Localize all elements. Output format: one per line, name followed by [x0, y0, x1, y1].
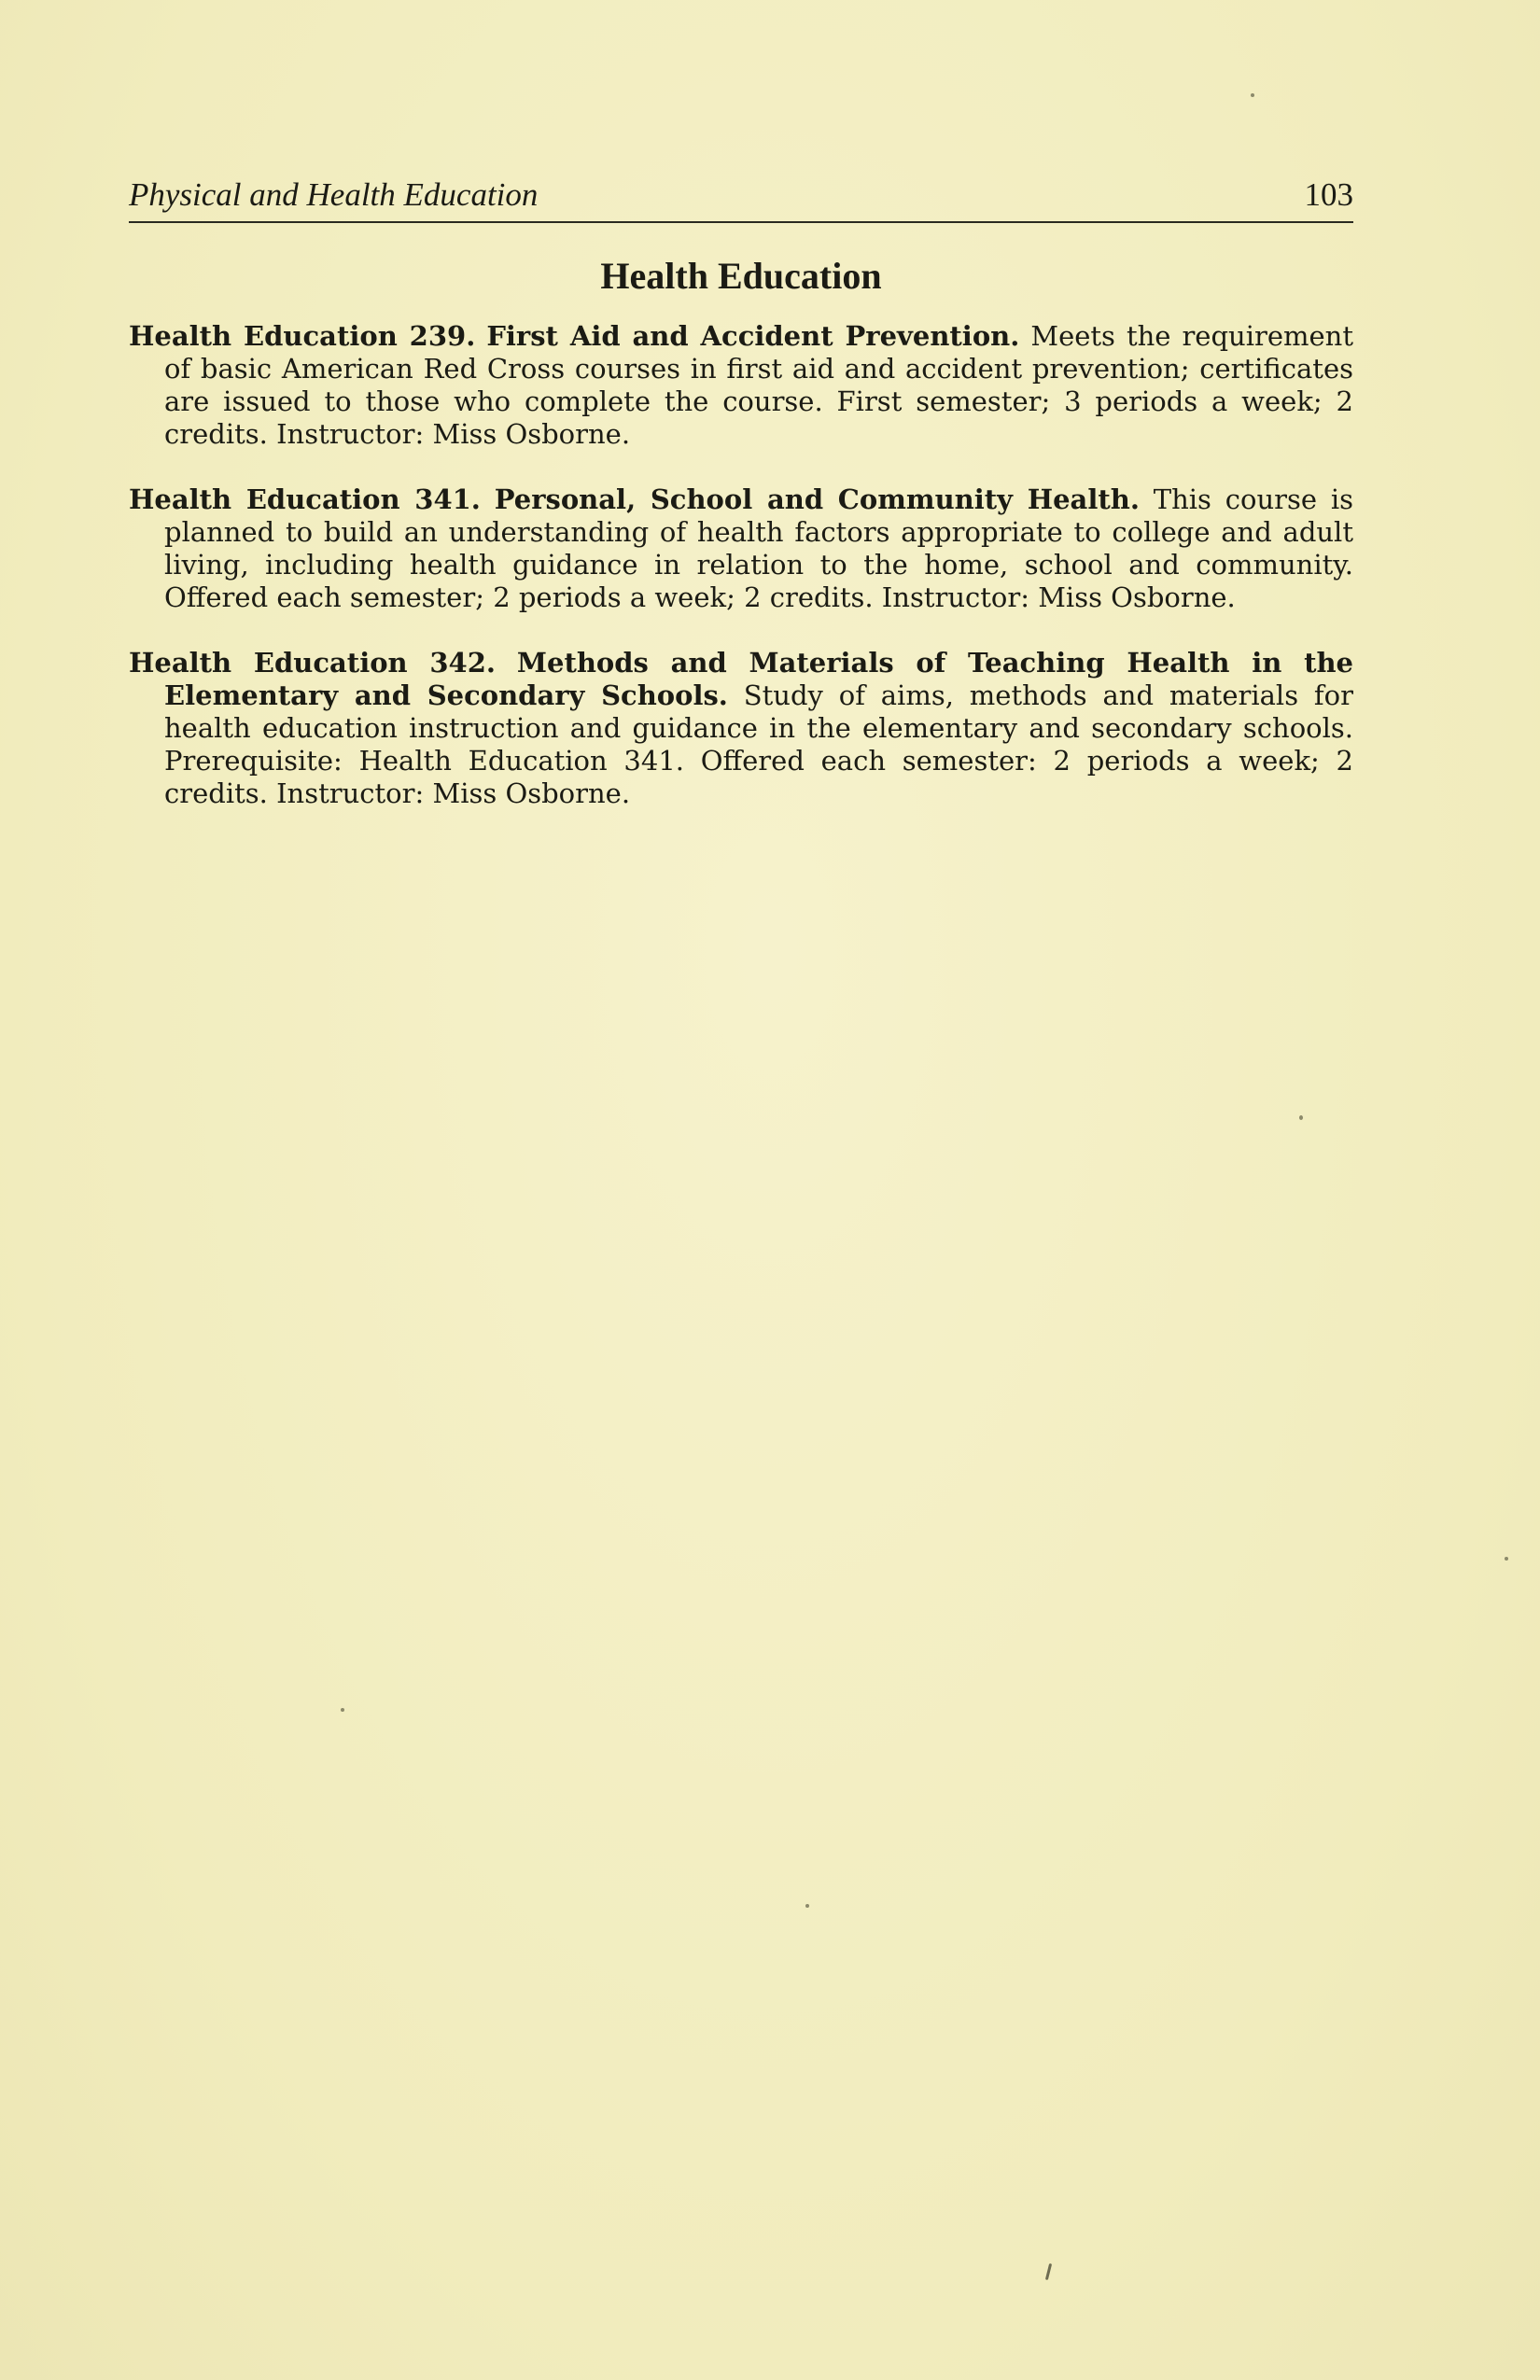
course-description: Study of aims, methods and materials for health education instruction and guidance in the elementary and secondary schools. Prerequisite: Health Education 341. Offered each semester: 2 periods a week; 2 credits. Instructor: Miss Osborne. — [164, 679, 1353, 809]
section-heading: Health Education — [600, 255, 882, 297]
course-title: Methods and Materials of Teaching Health in the Elementary and Secondary Schools. — [164, 647, 1354, 711]
course-entry-341 — [129, 483, 1353, 614]
paper-speck — [1505, 1557, 1508, 1561]
course-code: Health Education 239. — [129, 320, 476, 352]
page-number: 103 — [1304, 176, 1353, 213]
course-code: Health Education 342. — [129, 647, 497, 679]
course-entry-342 — [129, 647, 1353, 810]
paper-speck — [1299, 1115, 1303, 1120]
paper-speck — [341, 1708, 344, 1712]
course-title: First Aid and Accident Prevention. — [486, 320, 1020, 352]
paper-speck — [1045, 2263, 1052, 2280]
course-list — [129, 320, 1353, 843]
running-head-section-title: Physical and Health Education — [129, 176, 539, 213]
running-head — [129, 173, 1353, 223]
course-title: Personal, School and Community Health. — [494, 483, 1140, 515]
course-description: Meets the requirement of basic American Red Cross courses in first aid and accident prevention; certificates are issued to those who complete the course. First semester; 3 periods a week; 2 credits. Instructor: Miss Osborne. — [164, 320, 1354, 450]
course-code: Health Education 341. — [129, 483, 481, 515]
paper-speck — [805, 1904, 809, 1908]
paper-speck — [1251, 93, 1254, 97]
course-description: This course is planned to build an understanding of health factors appropriate to college and adult living, including health guidance in relation to the home, school and community. Offered each semester; 2 periods a week; 2 credits. Instructor: Miss Osborne. — [164, 483, 1354, 613]
course-entry-239 — [129, 320, 1353, 451]
